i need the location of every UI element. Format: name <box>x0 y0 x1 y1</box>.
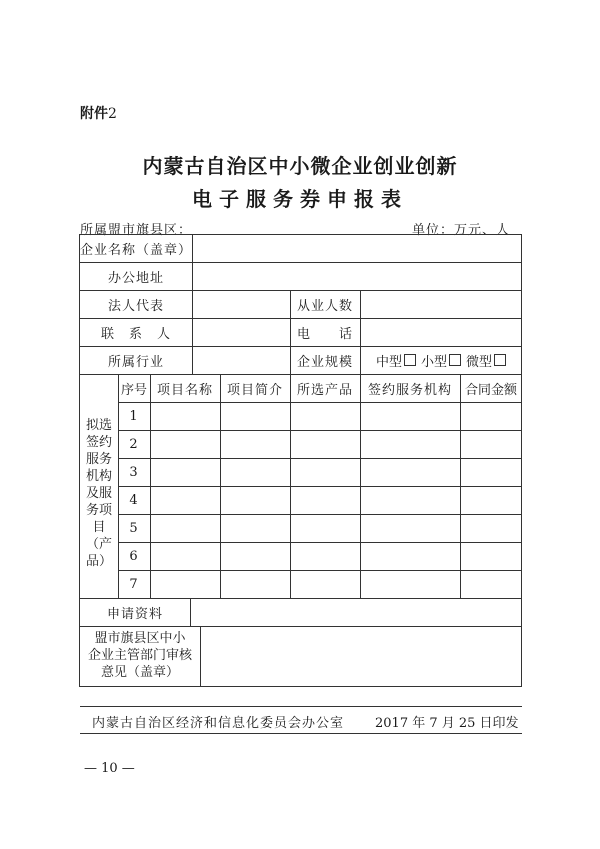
phone-field[interactable] <box>361 319 521 346</box>
review-label-line3: 意见（盖章） <box>100 665 179 680</box>
review-label-line2: 企业主管部门审核 <box>87 648 192 663</box>
scale-option-medium-checkbox[interactable] <box>404 354 416 366</box>
table-row-number: 2 <box>129 436 139 452</box>
service-section-label: 拟选签约服务机构及服务项目（产品） <box>85 418 112 569</box>
legal-rep-label: 法人代表 <box>107 298 164 314</box>
materials-field[interactable] <box>191 599 521 626</box>
page-number: — 10 — <box>84 761 135 776</box>
contact-field[interactable] <box>193 319 290 346</box>
company-name-field[interactable] <box>193 235 521 262</box>
office-address-label: 办公地址 <box>107 270 164 286</box>
col-header-project-intro: 项目简介 <box>226 382 283 398</box>
review-label-line1: 盟市旗县区中小 <box>94 631 186 646</box>
footer-office: 内蒙古自治区经济和信息化委员会办公室 <box>92 716 345 731</box>
col-header-project-name: 项目名称 <box>156 382 213 398</box>
attachment-number: 2 <box>108 106 117 122</box>
col-header-seq: 序号 <box>120 382 147 398</box>
col-header-selected-product: 所选产品 <box>296 382 353 398</box>
table-row-number: 6 <box>129 548 139 564</box>
table-row-number: 5 <box>129 520 139 536</box>
table-row-number: 4 <box>129 492 139 508</box>
unit-label: 单位：万元、人 <box>412 223 511 238</box>
region-label: 所属盟市旗县区： <box>80 223 193 238</box>
employees-field[interactable] <box>361 291 521 318</box>
footer-date: 2017 年 7 月 25 日印发 <box>375 716 519 731</box>
office-address-field[interactable] <box>193 263 521 290</box>
industry-field[interactable] <box>193 347 290 374</box>
scale-option-small-label: 小型 <box>420 354 447 370</box>
scale-label: 企业规模 <box>296 354 353 370</box>
col-header-contract-amount: 合同金额 <box>464 382 517 398</box>
scale-option-micro-checkbox[interactable] <box>494 354 506 366</box>
scale-option-micro-label: 微型 <box>466 354 493 370</box>
table-row-number: 7 <box>129 576 139 592</box>
review-label <box>80 630 200 681</box>
form-title-line1: 内蒙古自治区中小微企业创业创新 <box>142 154 458 178</box>
col-header-service-agency: 签约服务机构 <box>367 382 452 398</box>
scale-option-small-checkbox[interactable] <box>449 354 461 366</box>
review-field[interactable] <box>201 627 521 686</box>
phone-label: 电 话 <box>296 326 353 342</box>
attachment-label: 附件2 <box>80 106 117 122</box>
scale-options <box>361 346 521 374</box>
industry-label: 所属行业 <box>107 354 164 370</box>
scale-option-medium-label: 中型 <box>375 354 402 370</box>
contact-label: 联 系 人 <box>100 326 171 342</box>
legal-rep-field[interactable] <box>193 291 290 318</box>
company-name-label: 企业名称（盖章） <box>80 242 193 258</box>
footer-top-rule <box>80 706 522 707</box>
form-title-line2: 电子服务券申报表 <box>192 187 408 211</box>
footer-bottom-rule <box>80 733 522 734</box>
table-row-number: 1 <box>129 408 139 424</box>
materials-label: 申请资料 <box>106 606 163 622</box>
employees-label: 从业人数 <box>296 298 353 314</box>
table-row-number: 3 <box>129 464 139 480</box>
